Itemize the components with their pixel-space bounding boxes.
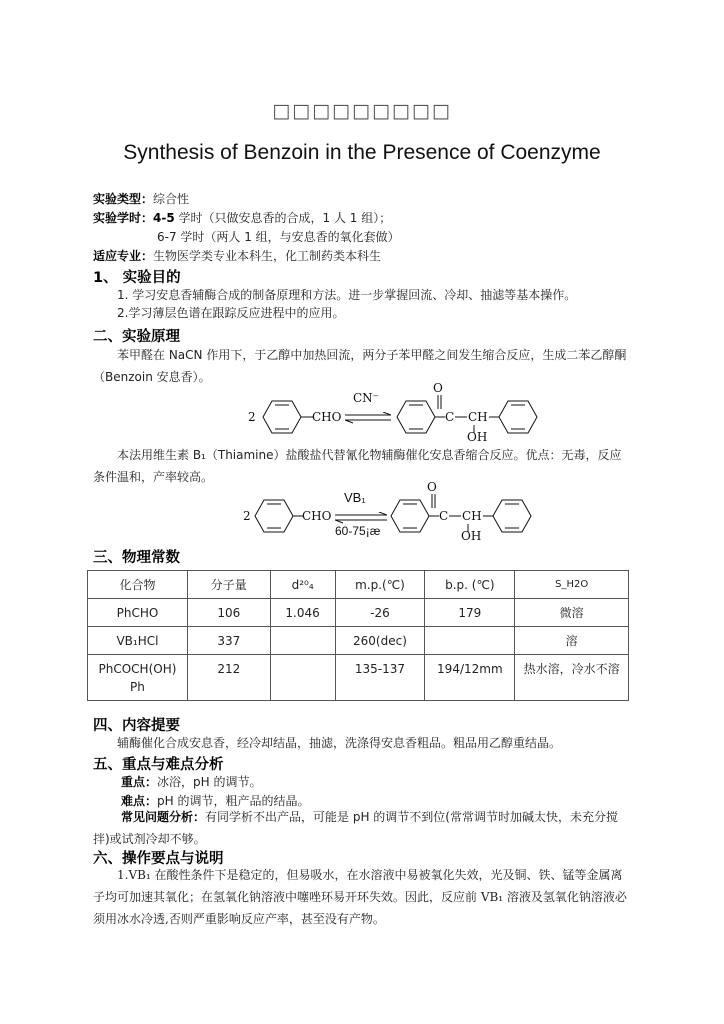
catalyst-label: CN⁻ [353,391,380,405]
applicable-major-label: 适应专业： [93,249,154,263]
header-cell: 化合物 [88,571,188,599]
key-point-text: 冰浴，pH 的调节。 [157,775,262,789]
section-5-heading: 五、重点与难点分析 [93,757,224,773]
table-cell: 212 [187,655,270,701]
table-row [88,655,629,701]
table-cell: -26 [335,599,425,627]
experiment-type-value: 综合性 [153,192,190,206]
section-4-heading: 四、内容提要 [93,718,180,734]
bond-line-icon [455,412,467,422]
header-cell: m.p.(℃) [335,571,425,599]
table-cell: PhCOCH(OH) Ph [88,655,188,701]
equilibrium-arrow-icon [345,412,391,424]
experiment-type [93,191,189,207]
table-cell: 热水溶，冷水不溶 [515,655,629,701]
hydroxyl-group: OH [461,529,482,543]
table-cell [425,627,515,655]
table-cell [270,655,335,701]
benzene-ring-icon [498,399,538,435]
bond-line-icon [429,511,439,521]
table-cell: 179 [425,599,515,627]
experiment-hours-value: 学时（只做安息香的合成，1 人 1 组）； [174,211,392,225]
benzene-ring-icon [390,498,430,534]
key-point [121,774,261,790]
experiment-type-label: 实验类型： [93,192,154,206]
physical-constants-table [87,570,629,701]
table-header-row [88,571,629,599]
double-bond-icon [436,395,444,411]
title-english: Synthesis of Benzoin in the Presence of Coenzyme [123,141,601,164]
header-cell: 分子量 [187,571,270,599]
faq-analysis [93,806,633,850]
table-cell: 260(dec) [335,627,425,655]
section-3-heading: 三、物理常数 [93,550,180,566]
methine-group: CH [462,509,482,523]
section-6-heading: 六、操作要点与说明 [93,851,224,867]
carbonyl-carbon: C [439,509,449,523]
table-cell: 微溶 [515,599,629,627]
operation-note-1: 1.VB₁ 在酸性条件下是稳定的，但易吸水，在水溶液中易被氧化失效，光及铜、铁、锰等金属离子均可加速其氧化；在氢氧化钠溶液中噻唑环易开环失效。因此，反应前 VB₁ 溶液及氢氧化钠溶液必须用冰水冷透,否则严重影响反应产率，甚至没有产物。 [93,868,627,926]
benzene-ring-icon [492,498,532,534]
difficulty-text: pH 的调节，粗产品的结晶。 [157,794,310,808]
double-bond-icon [430,494,438,510]
experiment-hours-bold: 4-5 [153,211,175,225]
benzene-ring-icon [262,399,302,435]
table-row [88,599,629,627]
applicable-major-value: 生物医学类专业本科生，化工制药类本科生 [153,249,382,263]
header-cell: b.p. (℃) [425,571,515,599]
table-cell: 106 [187,599,270,627]
table-cell: VB₁HCl [88,627,188,655]
table-cell: 337 [187,627,270,655]
aldehyde-group: CHO [312,410,342,424]
faq-text: 有同学析不出产品，可能是 pH 的调节不到位(常常调节时加碱太快，未充分搅拌)或试剂冷却不够。 [93,810,618,846]
principle-paragraph-2: 本法用维生素 B₁（Thiamine）盐酸盐代替氰化物辅酶催化安息香缩合反应。优点：无毒，反应条件温和，产率较高。 [93,448,622,484]
title-chinese-unrendered: □□□□□□□□□ [272,100,452,122]
equilibrium-arrow-icon [335,512,387,524]
reaction-scheme-2 [240,480,530,544]
table-cell: PhCHO [88,599,188,627]
aldehyde-group: CHO [302,509,332,523]
table-row [88,627,629,655]
key-point-label: 重点： [121,775,158,789]
experiment-hours [93,210,391,226]
objective-item-1: 1. 学习安息香辅酶合成的制备原理和方法。进一步掌握回流、冷却、抽滤等基本操作。 [117,288,577,302]
carbonyl-carbon: C [445,410,455,424]
header-cell: S_H2O [515,571,629,599]
temperature-condition: 60-75¡æ [335,524,381,538]
coefficient: 2 [248,410,256,424]
principle-paragraph-1: 苯甲醛在 NaCN 作用下，于乙醇中加热回流，两分子苯甲醛之间发生缩合反应，生成二苯乙醇酮（Benzoin 安息香）。 [93,348,627,384]
carbonyl-oxygen: O [427,480,437,494]
experiment-hours-alt: 6-7 学时（两人 1 组，与安息香的氧化套做） [157,230,400,244]
section-1-heading: 1、 实验目的 [93,270,181,286]
coefficient: 2 [243,509,251,523]
summary-text: 辅酶催化合成安息香，经冷却结晶，抽滤，洗涤得安息香粗品。粗品用乙醇重结晶。 [117,736,562,750]
table-cell: 1.046 [270,599,335,627]
bond-line-icon [435,412,445,422]
table-cell: 溶 [515,627,629,655]
hydroxyl-group: OH [467,430,488,444]
difficulty-label: 难点： [121,794,158,808]
table-cell: 135-137 [335,655,425,701]
bond-line-icon [449,511,461,521]
table-cell [270,627,335,655]
benzene-ring-icon [396,399,436,435]
catalyst-label: VB₁ [344,490,366,505]
section-2-heading: 二、实验原理 [93,329,180,345]
table-cell: 194/12mm [425,655,515,701]
faq-label: 常见问题分析： [121,810,206,824]
applicable-major [93,248,381,264]
header-cell: d²⁰₄ [270,571,335,599]
carbonyl-oxygen: O [433,381,443,395]
reaction-scheme-1 [240,381,530,445]
methine-group: CH [468,410,488,424]
objective-item-2: 2.学习薄层色谱在跟踪反应进程中的应用。 [117,306,345,320]
experiment-hours-label: 实验学时： [93,211,154,225]
benzene-ring-icon [254,498,294,534]
